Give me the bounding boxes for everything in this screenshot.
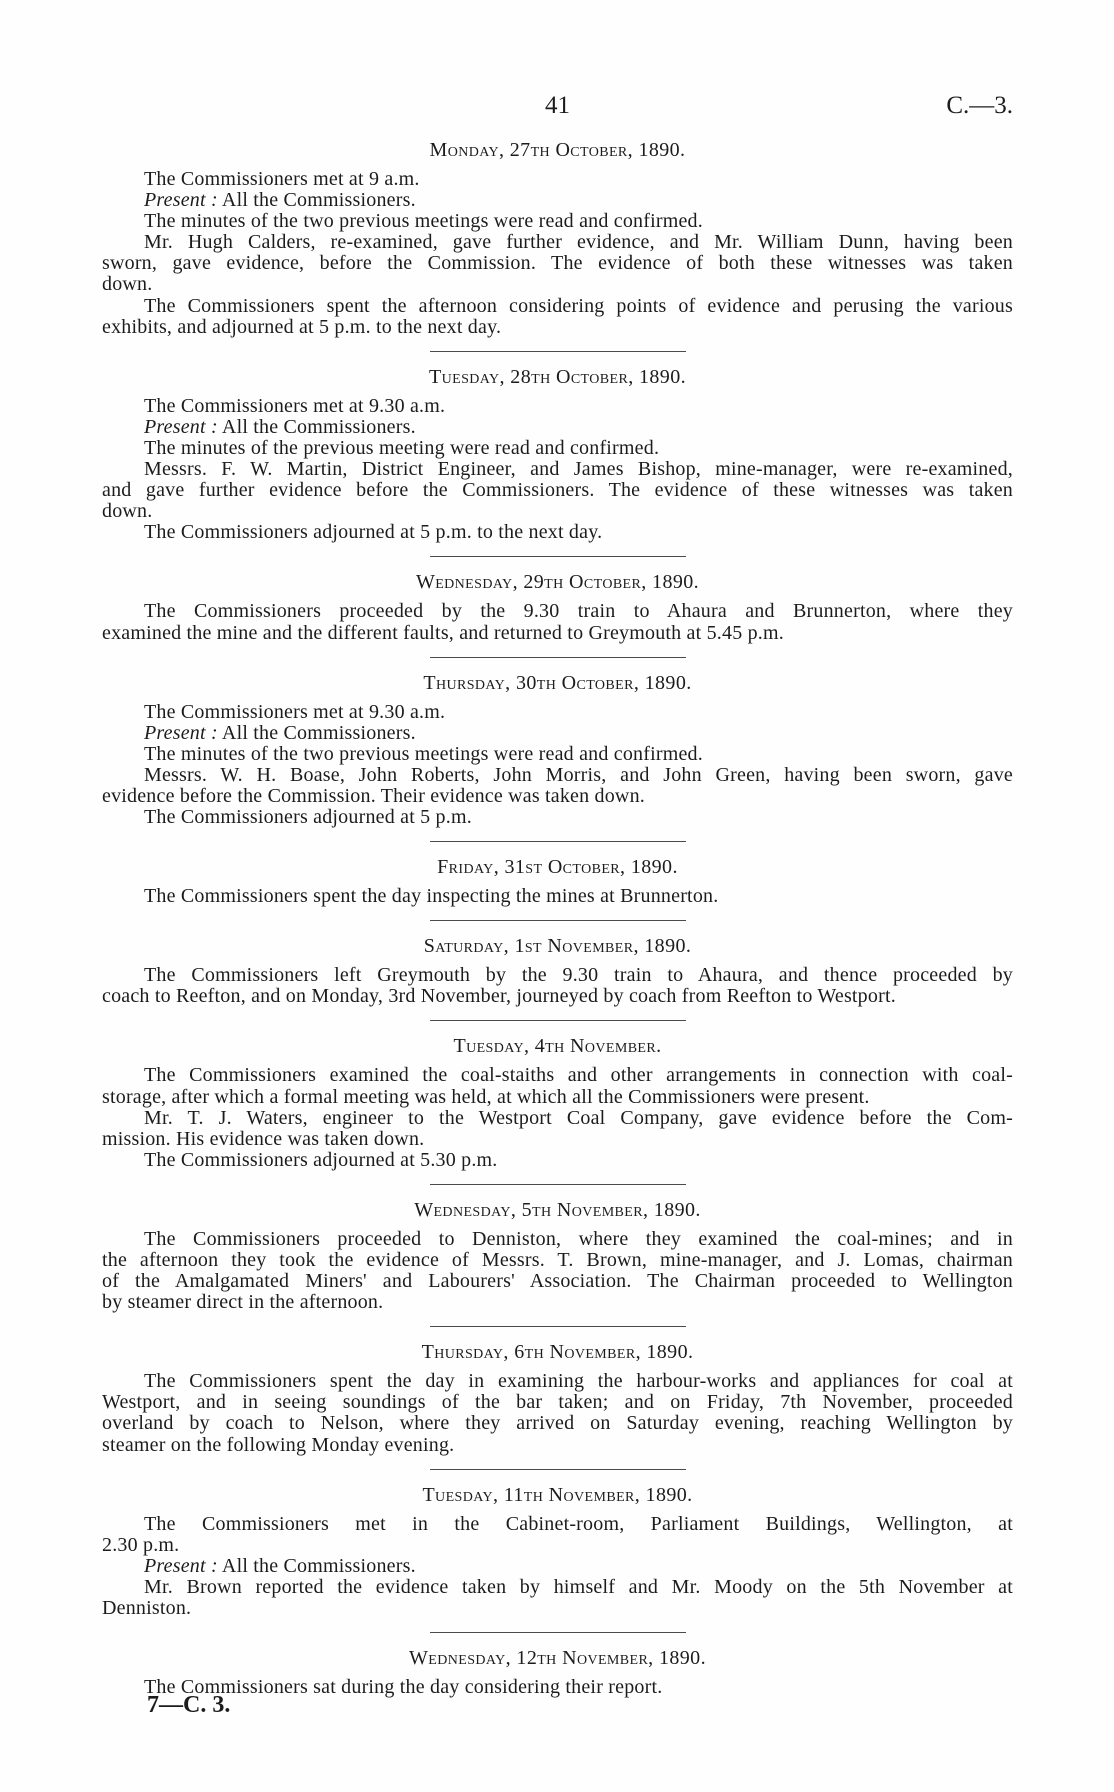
line-text: The Commissioners spent the day in examining the harbour-works and appliances for coal at [144, 1370, 1013, 1393]
minutes-section [102, 936, 1013, 1021]
line-text: The Commissioners adjourned at 5.30 p.m. [144, 1148, 498, 1171]
paragraph [102, 417, 1013, 438]
paragraph [102, 965, 1013, 1007]
body-line [102, 601, 1013, 622]
minutes-section [102, 673, 1013, 843]
line-text: steamer on the following Monday evening. [102, 1433, 455, 1456]
body-line [102, 807, 1013, 828]
section-heading: Tuesday, 11th November, 1890. [422, 1483, 693, 1506]
line-text: sworn, gave evidence, before the Commission. The evidence of both these witnesses was taken [102, 252, 1013, 275]
line-text: The Commissioners proceeded by the 9.30 train to Ahaura and Brunnerton, where they [144, 600, 1013, 623]
body-line [102, 1129, 1013, 1150]
present-label: Present : [144, 415, 218, 438]
present-label: Present : [144, 721, 218, 744]
body-line [102, 1250, 1013, 1271]
line-text: storage, after which a formal meeting was held, at which all the Commissioners were present. [102, 1085, 870, 1108]
minutes-section [102, 1648, 1013, 1698]
document-reference: C.—3. [946, 92, 1013, 119]
paragraph [102, 723, 1013, 744]
line-text: All the Commissioners. [221, 721, 416, 744]
line-text: The Commissioners spent the afternoon considering points of evidence and perusing the various [144, 294, 1013, 317]
line-text: by steamer direct in the afternoon. [102, 1291, 384, 1314]
line-text: All the Commissioners. [221, 189, 416, 212]
line-text: The Commissioners met at 9.30 a.m. [144, 394, 446, 417]
section-heading: Wednesday, 29th October, 1890. [415, 571, 700, 594]
body-line [102, 317, 1013, 338]
present-label: Present : [144, 1554, 218, 1577]
section-heading: Monday, 27th October, 1890. [429, 139, 686, 161]
line-text: All the Commissioners. [221, 1554, 416, 1577]
section-heading: Tuesday, 28th October, 1890. [429, 365, 686, 388]
body-line [102, 417, 1013, 438]
line-text: The Commissioners met at 9 a.m. [144, 168, 420, 190]
line-text: The Commissioners examined the coal-staiths and other arrangements in connection with coal- [144, 1064, 1013, 1087]
line-text: The minutes of the two previous meetings were read and confirmed. [144, 742, 703, 765]
paragraph [102, 765, 1013, 807]
minutes-section [102, 857, 1013, 921]
body-line [102, 274, 1013, 295]
body-line [102, 1150, 1013, 1171]
body-line [102, 296, 1013, 317]
body-line [102, 1535, 1013, 1556]
minutes-section [102, 367, 1013, 558]
section-divider [430, 351, 686, 352]
present-label: Present : [144, 189, 218, 212]
line-text: of the Amalgamated Miners' and Labourers' Association. The Chairman proceeded to Wellington [102, 1270, 1013, 1293]
paragraph [102, 459, 1013, 522]
line-text: The Commissioners sat during the day considering their report. [144, 1676, 663, 1699]
line-text: The minutes of the two previous meetings were read and confirmed. [144, 210, 703, 233]
body-line [102, 1229, 1013, 1250]
body-line [102, 438, 1013, 459]
paragraph [102, 232, 1013, 295]
paragraph [102, 296, 1013, 338]
paragraph [102, 1514, 1013, 1556]
body-line [102, 723, 1013, 744]
section-heading: Thursday, 30th October, 1890. [423, 671, 692, 694]
body-line [102, 522, 1013, 543]
body-line [102, 169, 1013, 190]
page-number: 41 [545, 92, 570, 119]
body-line [102, 1413, 1013, 1434]
line-text: Denniston. [102, 1597, 192, 1620]
body-line [102, 965, 1013, 986]
body-line [102, 765, 1013, 786]
body-line [102, 232, 1013, 253]
section-divider [430, 657, 686, 658]
paragraph [102, 190, 1013, 211]
section-divider [430, 1020, 686, 1021]
body-line [102, 702, 1013, 723]
line-text: Mr. Brown reported the evidence taken by himself and Mr. Moody on the 5th November at [144, 1575, 1013, 1598]
line-text: down. [102, 500, 153, 523]
line-text: the afternoon they took the evidence of Messrs. T. Brown, mine-manager, and J. Lomas, chairman [102, 1249, 1013, 1271]
body-line [102, 501, 1013, 522]
line-text: coach to Reefton, and on Monday, 3rd November, journeyed by coach from Reefton to Westport. [102, 985, 896, 1008]
body-line [102, 744, 1013, 765]
line-text: The Commissioners left Greymouth by the 9.30 train to Ahaura, and thence proceeded by [144, 964, 1013, 987]
body-line [102, 1577, 1013, 1598]
paragraph [102, 1108, 1013, 1150]
body-line [102, 786, 1013, 807]
body-line [102, 1435, 1013, 1456]
paragraph [102, 169, 1013, 190]
line-text: evidence before the Commission. Their evidence was taken down. [102, 784, 645, 807]
paragraph [102, 1371, 1013, 1455]
line-text: The Commissioners adjourned at 5 p.m. to the next day. [144, 521, 603, 544]
minutes-section [102, 1342, 1013, 1469]
line-text: 2.30 p.m. [102, 1533, 180, 1556]
minutes-section [102, 140, 1013, 352]
line-text: The minutes of the previous meeting were read and confirmed. [144, 436, 660, 459]
line-text: Messrs. W. H. Boase, John Roberts, John Morris, and John Green, having been sworn, gave [144, 763, 1013, 786]
paragraph [102, 807, 1013, 828]
section-divider [430, 841, 686, 842]
paragraph [102, 1065, 1013, 1107]
body-line [102, 1108, 1013, 1129]
body-line [102, 1065, 1013, 1086]
line-text: Messrs. F. W. Martin, District Engineer, and James Bishop, mine-manager, were re-examined, [144, 458, 1013, 481]
signature-mark: 7—C. 3. [147, 1692, 231, 1718]
section-divider [430, 1326, 686, 1327]
body-line [102, 1556, 1013, 1577]
paragraph [102, 1677, 1013, 1698]
paragraph [102, 396, 1013, 417]
line-text: Westport, and in seeing soundings of the bar taken; and on Friday, 7th November, proceeded [102, 1391, 1013, 1414]
paragraph [102, 211, 1013, 232]
section-divider [430, 1632, 686, 1633]
minutes-section [102, 1485, 1013, 1633]
body-line [102, 1677, 1013, 1698]
line-text: Mr. Hugh Calders, re-examined, gave further evidence, and Mr. William Dunn, having been [144, 231, 1013, 254]
section-heading: Thursday, 6th November, 1890. [421, 1341, 694, 1364]
paragraph [102, 522, 1013, 543]
section-heading: Wednesday, 5th November, 1890. [414, 1198, 701, 1221]
line-text: and gave further evidence before the Commissioners. The evidence of these witnesses was taken [102, 479, 1013, 502]
paragraph [102, 1556, 1013, 1577]
section-heading: Tuesday, 4th November. [453, 1035, 662, 1058]
paragraph [102, 1577, 1013, 1619]
body-line [102, 190, 1013, 211]
body-line [102, 1514, 1013, 1535]
line-text: down. [102, 273, 153, 296]
section-divider [430, 920, 686, 921]
paragraph [102, 886, 1013, 907]
body-line [102, 1292, 1013, 1313]
body-line [102, 986, 1013, 1007]
paragraph [102, 744, 1013, 765]
line-text: examined the mine and the different faults, and returned to Greymouth at 5.45 p.m. [102, 621, 784, 644]
body-line [102, 886, 1013, 907]
section-divider [430, 1184, 686, 1185]
paragraph [102, 438, 1013, 459]
line-text: mission. His evidence was taken down. [102, 1127, 425, 1150]
line-text: Mr. T. J. Waters, engineer to the Westport Coal Company, gave evidence before the Com- [144, 1106, 1013, 1129]
body-line [102, 1392, 1013, 1413]
paragraph [102, 1150, 1013, 1171]
body-line [102, 253, 1013, 274]
body-line [102, 1087, 1013, 1108]
body-line [102, 480, 1013, 501]
paragraph [102, 702, 1013, 723]
line-text: The Commissioners adjourned at 5 p.m. [144, 806, 472, 829]
section-divider [430, 556, 686, 557]
body-line [102, 396, 1013, 417]
line-text: The Commissioners met in the Cabinet-room, Parliament Buildings, Wellington, at [144, 1512, 1013, 1535]
section-heading: Friday, 31st October, 1890. [437, 856, 678, 879]
minutes-section [102, 572, 1013, 657]
line-text: All the Commissioners. [221, 415, 416, 438]
paragraph [102, 1229, 1013, 1313]
body-line [102, 1598, 1013, 1619]
body-line [102, 623, 1013, 644]
line-text: The Commissioners proceeded to Denniston, where they examined the coal-mines; and in [144, 1227, 1013, 1250]
section-heading: Wednesday, 12th November, 1890. [409, 1647, 706, 1670]
section-heading: Saturday, 1st November, 1890. [423, 935, 692, 958]
body-line [102, 459, 1013, 480]
section-divider [430, 1469, 686, 1470]
line-text: exhibits, and adjourned at 5 p.m. to the next day. [102, 315, 502, 338]
line-text: The Commissioners met at 9.30 a.m. [144, 700, 446, 723]
body-line [102, 211, 1013, 232]
minutes-body [102, 140, 1013, 1698]
minutes-section [102, 1200, 1013, 1327]
minutes-section [102, 1036, 1013, 1184]
paragraph [102, 601, 1013, 643]
body-line [102, 1271, 1013, 1292]
line-text: The Commissioners spent the day inspecting the mines at Brunnerton. [144, 885, 719, 908]
body-line [102, 1371, 1013, 1392]
line-text: overland by coach to Nelson, where they arrived on Saturday evening, reaching Wellington by [102, 1412, 1013, 1435]
